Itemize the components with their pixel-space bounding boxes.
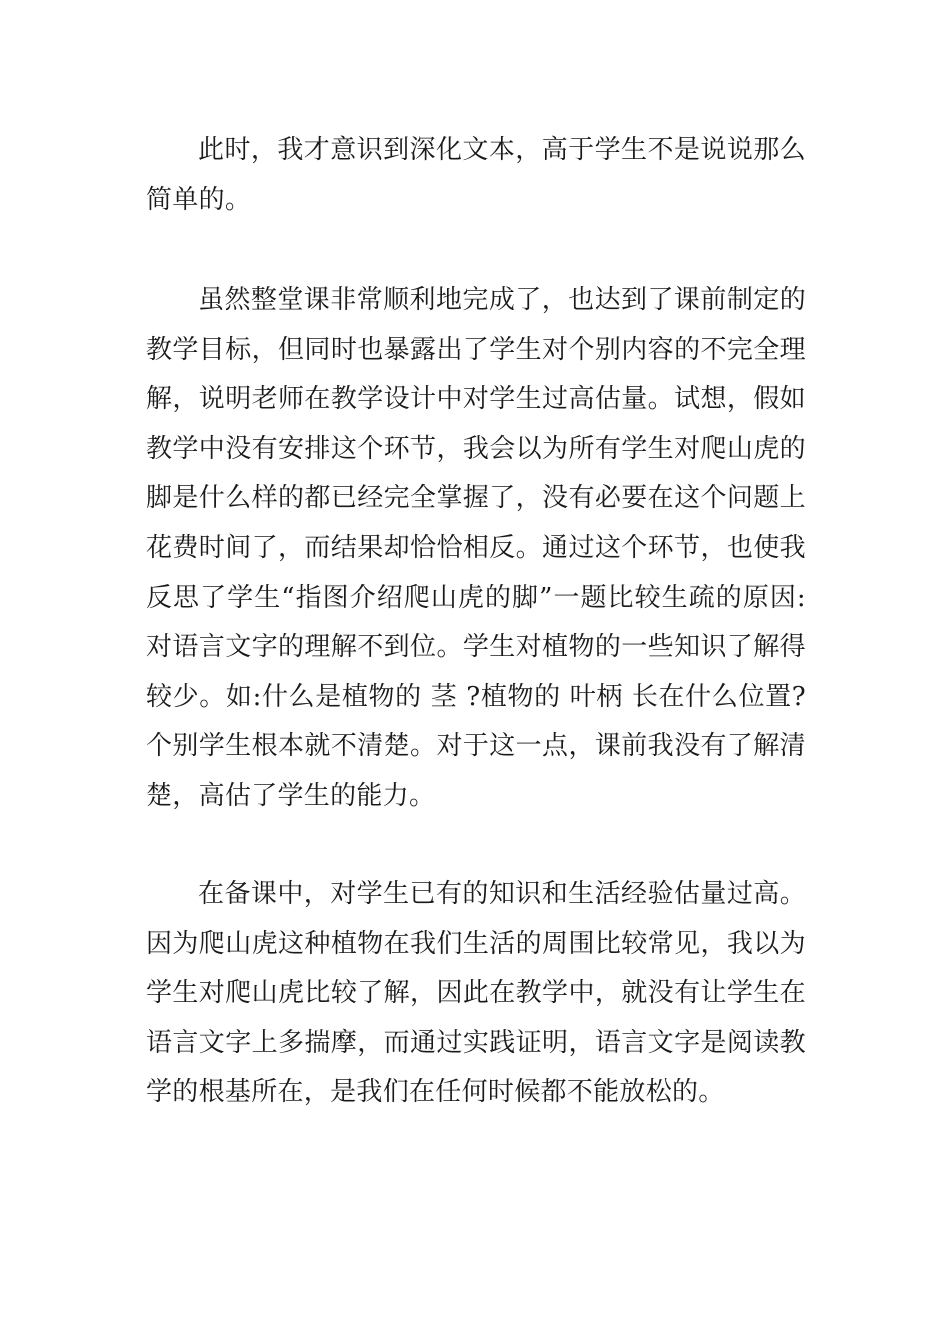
paragraph-reflection: 虽然整堂课非常顺利地完成了，也达到了课前制定的教学目标，但同时也暴露出了学生对个别内容的不完全理解，说明老师在教学设计中对学生过高估量。试想，假如教学中没有安排这个环节，我会以为所有学生对爬山虎的脚是什么样的都已经完全掌握了，没有必要在这个问题上花费时间了，而结果却恰恰相反。通过这个环节，也使我反思了学生“指图介绍爬山虎的脚”一题比较生疏的原因:对语言文字的理解不到位。学生对植物的一些知识了解得较少。如:什么是植物的 茎 ?植物的 叶柄 长在什么位置?个别学生根本就不清楚。对于这一点，课前我没有了解清楚，高估了学生的能力。 [146,285,806,811]
paragraph-block-2 [146,276,806,822]
paragraph-realization: 此时，我才意识到深化文本，高于学生不是说说那么简单的。 [146,135,806,215]
paragraph-lesson-prep: 在备课中，对学生已有的知识和生活经验估量过高。因为爬山虎这种植物在我们生活的周围比较常见，我以为学生对爬山虎比较了解，因此在教学中，就没有让学生在语言文字上多揣摩，而通过实践证明，语言文字是阅读教学的根基所在，是我们在任何时候都不能放松的。 [146,879,806,1108]
paragraph-block-1 [146,126,806,225]
paragraph-block-3 [146,870,806,1118]
